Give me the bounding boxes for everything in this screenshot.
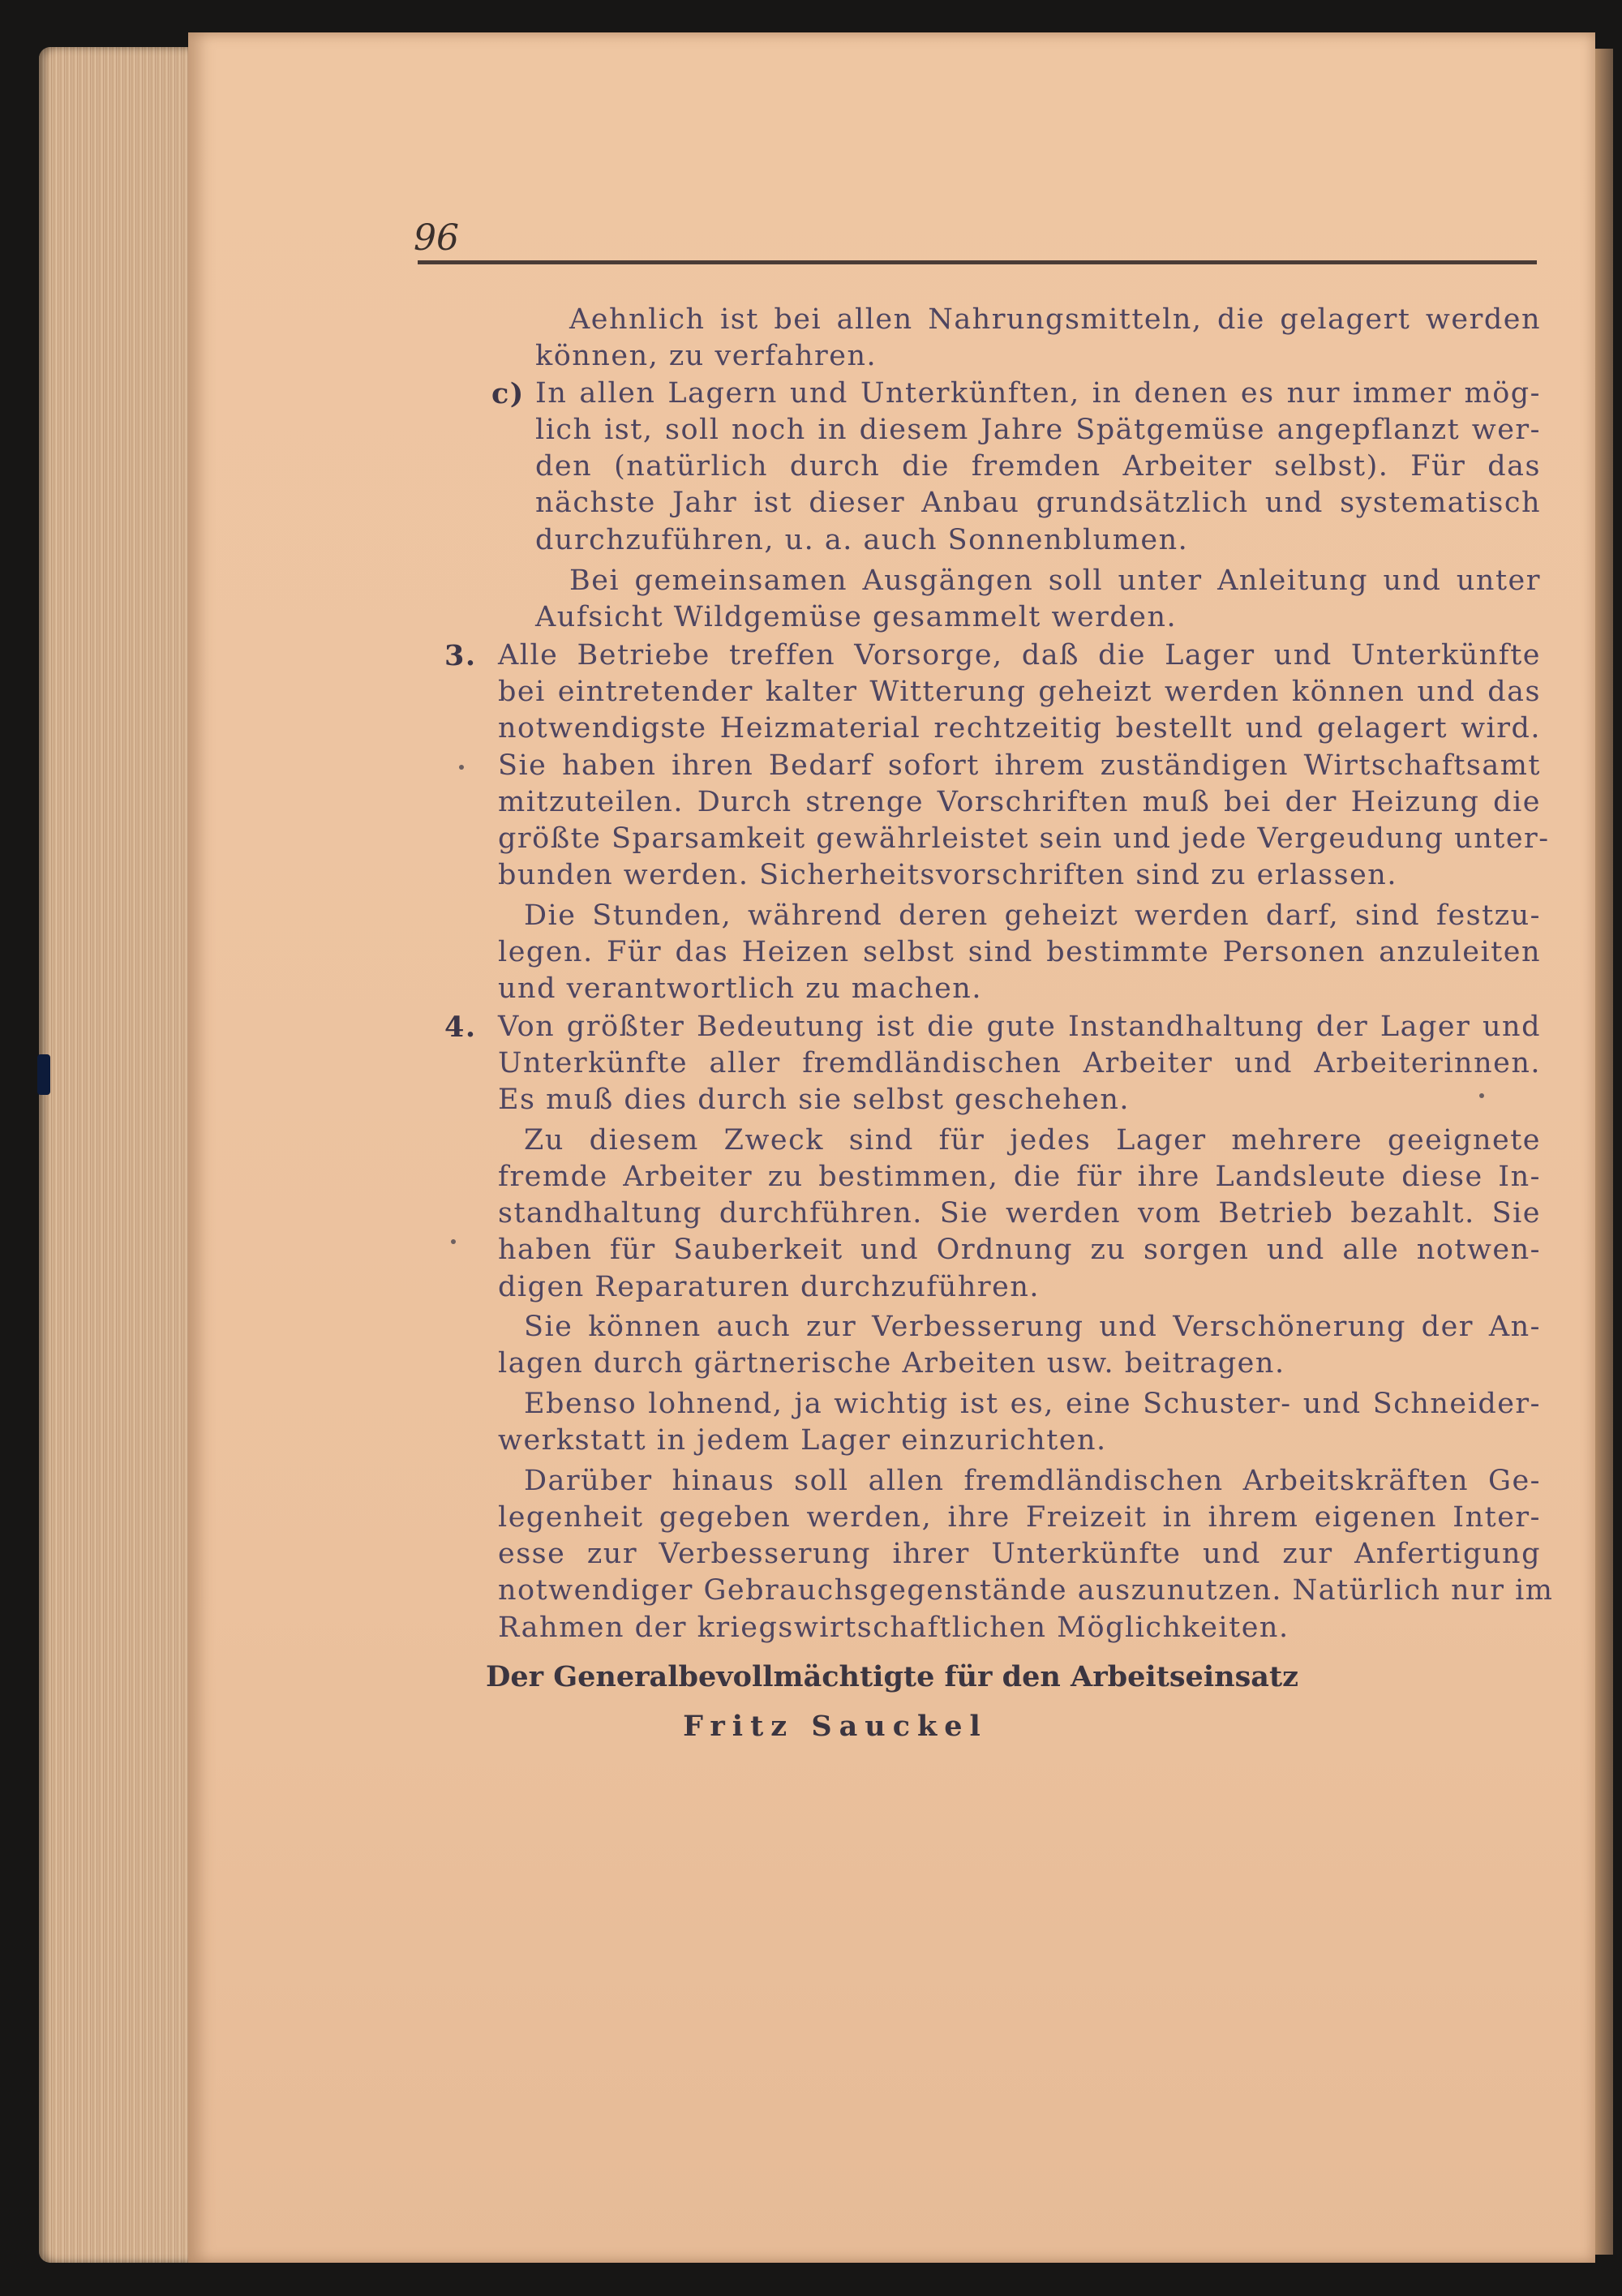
text-line: Von größter Bedeutung ist die gute Instandhaltung der Lager und — [498, 1011, 1541, 1043]
signature-name: Fritz Sauckel — [683, 1710, 988, 1743]
text-line: standhaltung durchführen. Sie werden vom Betrieb bezahlt. Sie — [498, 1197, 1541, 1230]
text-line: legen. Für das Heizen selbst sind bestimmte Personen anzuleiten — [498, 936, 1541, 968]
text-line: Aufsicht Wildgemüse gesammelt werden. — [535, 601, 1178, 633]
text-line: Sie können auch zur Verbesserung und Verschönerung der An- — [524, 1311, 1541, 1343]
text-line: lich ist, soll noch in diesem Jahre Spätgemüse angepflanzt wer- — [535, 414, 1541, 446]
text-line: In allen Lagern und Unterkünften, in denen es nur immer mög- — [535, 377, 1541, 410]
text-line: Bei gemeinsamen Ausgängen soll unter Anleitung und unter — [569, 564, 1541, 597]
text-line: mitzuteilen. Durch strenge Vorschriften muß bei der Heizung die — [498, 786, 1541, 818]
text-line: Darüber hinaus soll allen fremdländischen Arbeitskräften Ge- — [524, 1465, 1541, 1497]
text-line: Sie haben ihren Bedarf sofort ihrem zuständigen Wirtschaftsamt — [498, 749, 1541, 782]
text-line: legenheit gegeben werden, ihre Freizeit in ihrem eigenen Inter- — [498, 1501, 1541, 1534]
text-line: lagen durch gärtnerische Arbeiten usw. beitragen. — [498, 1347, 1285, 1380]
text-line: digen Reparaturen durchzuführen. — [498, 1271, 1040, 1303]
text-line: Zu diesem Zweck sind für jedes Lager mehrere geeignete — [524, 1124, 1541, 1157]
text-line: bei eintretender kalter Witterung geheizt werden können und das — [498, 676, 1541, 708]
text-line: fremde Arbeiter zu bestimmen, die für ihre Landsleute diese In- — [498, 1161, 1541, 1193]
text-line: haben für Sauberkeit und Ordnung zu sorgen und alle notwen- — [498, 1234, 1541, 1266]
page-number: 96 — [414, 217, 459, 259]
text-line: bunden werden. Sicherheitsvorschriften sind zu erlassen. — [498, 859, 1397, 891]
text-line: und verantwortlich zu machen. — [498, 972, 982, 1005]
list-marker-4: 4. — [444, 1011, 477, 1044]
header-rule — [418, 260, 1537, 264]
text-line: können, zu verfahren. — [535, 340, 878, 372]
text-line: Die Stunden, während deren geheizt werden darf, sind festzu- — [524, 899, 1541, 932]
bookmark-tab — [37, 1054, 50, 1095]
text-line: werkstatt in jedem Lager einzurichten. — [498, 1424, 1107, 1457]
list-marker-3: 3. — [444, 639, 477, 672]
page-right-edge — [1595, 49, 1613, 2255]
text-line: notwendiger Gebrauchsgegenstände auszunutzen. Natürlich nur im — [498, 1574, 1554, 1607]
text-line: durchzuführen, u. a. auch Sonnenblumen. — [535, 524, 1189, 556]
text-line: Unterkünfte aller fremdländischen Arbeiter und Arbeiterinnen. — [498, 1047, 1541, 1079]
paper-fleck — [459, 765, 464, 770]
text-line: nächste Jahr ist dieser Anbau grundsätzlich und systematisch — [535, 487, 1541, 519]
list-marker-c: c) — [491, 377, 525, 410]
paper-fleck — [1479, 1093, 1484, 1098]
text-line: den (natürlich durch die fremden Arbeiter selbst). Für das — [535, 450, 1541, 483]
text-line: größte Sparsamkeit gewährleistet sein und jede Vergeudung unter- — [498, 822, 1550, 855]
text-line: notwendigste Heizmaterial rechtzeitig bestellt und gelagert wird. — [498, 712, 1541, 745]
text-line: esse zur Verbesserung ihrer Unterkünfte und zur Anfertigung — [498, 1538, 1541, 1570]
text-line: Rahmen der kriegswirtschaftlichen Möglichkeiten. — [498, 1611, 1289, 1644]
book-page-edges — [39, 47, 193, 2263]
signature-title: Der Generalbevollmächtigte für den Arbeitseinsatz — [485, 1660, 1298, 1693]
text-line: Aehnlich ist bei allen Nahrungsmitteln, die gelagert werden — [569, 303, 1541, 336]
text-line: Es muß dies durch sie selbst geschehen. — [498, 1084, 1130, 1116]
text-line: Ebenso lohnend, ja wichtig ist es, eine Schuster- und Schneider- — [524, 1388, 1541, 1420]
text-line: Alle Betriebe treffen Vorsorge, daß die Lager und Unterkünfte — [498, 639, 1541, 672]
paper-fleck — [451, 1239, 456, 1244]
